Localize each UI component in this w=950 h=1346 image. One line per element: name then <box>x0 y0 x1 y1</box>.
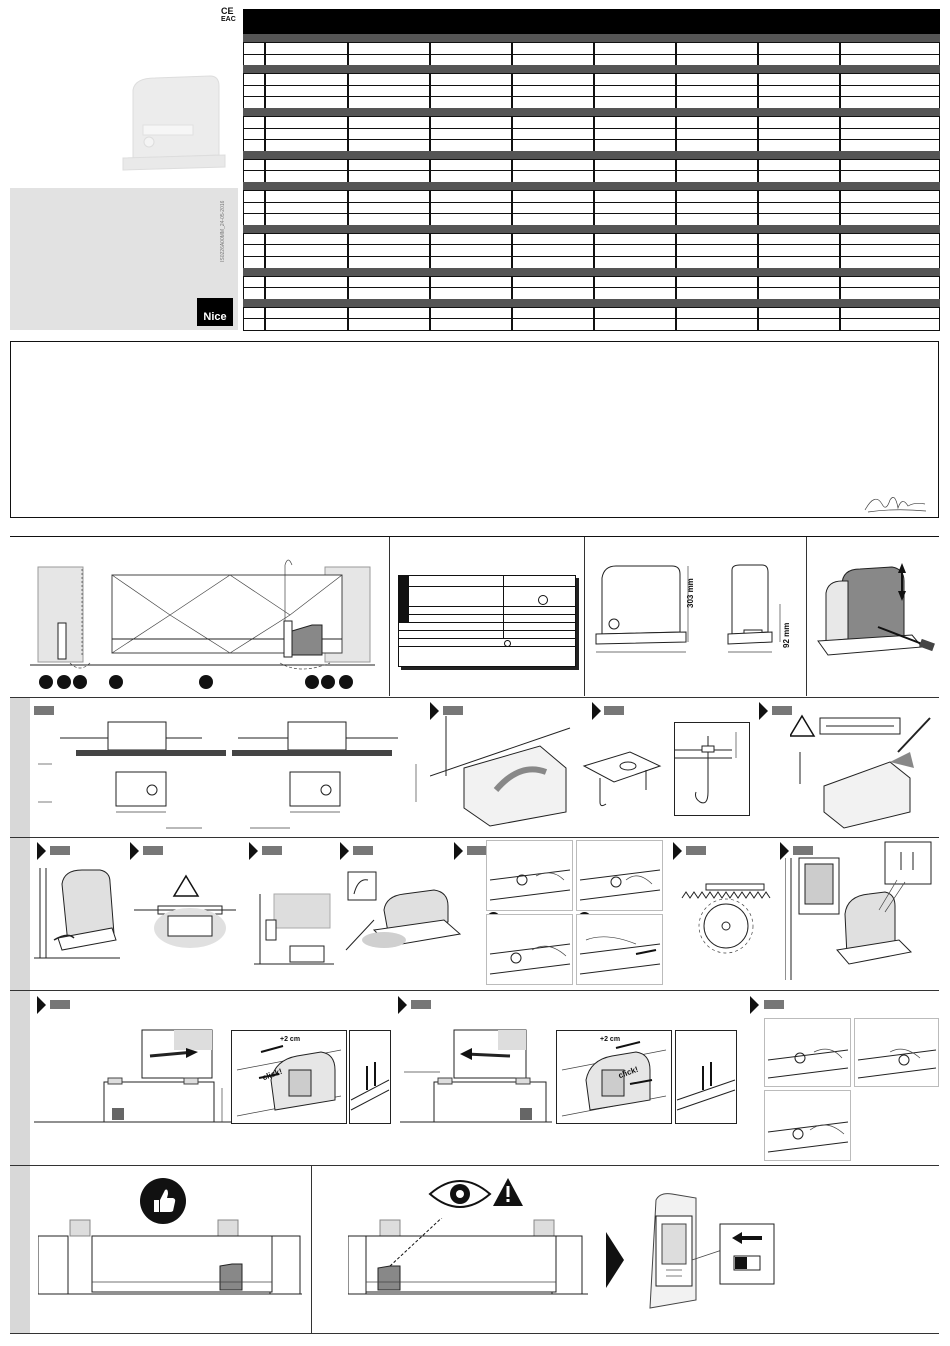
installation-overview-diagram <box>30 555 375 690</box>
inspect-eye-icon <box>428 1174 492 1214</box>
spec-group-header <box>243 268 940 276</box>
install-callout: 7 <box>321 675 335 689</box>
motor-placement-diagram <box>34 858 124 968</box>
step-tag <box>686 846 706 855</box>
spec-cell <box>676 318 758 331</box>
step-tag <box>353 846 373 855</box>
spec-group-header <box>243 182 940 190</box>
step-tag <box>604 706 624 715</box>
step-marker <box>673 842 682 860</box>
spec-group-header <box>243 34 940 42</box>
spec-table-header-bar <box>243 9 940 34</box>
step-marker <box>398 996 407 1014</box>
foundation-pit-diagram <box>430 716 580 828</box>
declaration-box <box>10 341 939 518</box>
spec-cell <box>594 318 676 331</box>
plug-icon <box>504 640 511 647</box>
spec-group-header <box>243 151 940 159</box>
gate-closed-check-diagram <box>348 1218 588 1300</box>
signature <box>860 490 930 518</box>
control-unit-diagram <box>636 1190 776 1314</box>
install-callout: 1 <box>39 675 53 689</box>
install-callout: 4 <box>109 675 123 689</box>
install-callout: 5 <box>199 675 213 689</box>
section-2-bar <box>10 838 30 990</box>
spec-cell <box>348 318 430 331</box>
spec-group-header <box>243 108 940 116</box>
motor-product-illustration <box>115 70 235 175</box>
step-tag <box>443 706 463 715</box>
click-callout-2: click! <box>617 1064 640 1081</box>
spec-table <box>243 34 940 330</box>
step-tag <box>34 706 54 715</box>
spec-group-header <box>243 299 940 307</box>
depth-dimension: 92 mm <box>782 622 791 648</box>
spec-cell <box>265 318 348 331</box>
step-tag <box>50 846 70 855</box>
rack-screw-detail-right <box>675 1030 737 1124</box>
step-tag <box>411 1000 431 1009</box>
nice-logo <box>197 298 233 326</box>
brand-name: Nice <box>203 311 227 323</box>
spec-cell <box>430 318 512 331</box>
gate-closed-ok-diagram <box>38 1218 302 1300</box>
limit-switch-detail-right <box>556 1030 672 1124</box>
rack-screw-detail-left <box>349 1030 391 1124</box>
concrete-pour-diagram <box>790 712 940 830</box>
motor-on-rack-diagram <box>785 840 940 985</box>
offset-callout: +2 cm <box>280 1036 301 1043</box>
step-tag <box>143 846 163 855</box>
section-1-bar <box>10 697 30 837</box>
install-callout: 8 <box>339 675 353 689</box>
step-tag <box>772 706 792 715</box>
spec-row-index-cell <box>243 318 265 331</box>
step-tag <box>50 1000 70 1009</box>
step-tag <box>262 846 282 855</box>
warning-table <box>398 575 576 667</box>
step-tag <box>467 846 487 855</box>
install-callout: 2 <box>57 675 71 689</box>
step-tag <box>764 1000 784 1009</box>
anchor-bolt-diagram <box>674 722 750 816</box>
open-limit-diagram <box>400 1028 552 1128</box>
step-marker <box>37 996 46 1014</box>
level-check-diagram <box>130 870 240 960</box>
step-marker <box>340 842 349 860</box>
divider <box>806 537 807 696</box>
cover-removal-diagram <box>812 555 940 670</box>
spec-cell <box>840 318 940 331</box>
click-callout: click! <box>261 1066 284 1083</box>
next-step-arrow <box>606 1232 624 1288</box>
install-callout: 3 <box>73 675 87 689</box>
step-marker <box>759 702 768 720</box>
motor-dimensions-diagram <box>592 560 802 665</box>
divider <box>389 537 390 696</box>
limit-switch-detail-left <box>231 1030 347 1124</box>
gear-icon <box>538 595 548 605</box>
section-4-bar <box>10 1166 30 1334</box>
eac-mark: EAC <box>221 16 236 23</box>
spec-group-header <box>243 225 940 233</box>
motor-positioning-diagram <box>32 716 432 831</box>
section-3-bar <box>10 991 30 1165</box>
release-sequence-diagram <box>486 840 664 986</box>
rack-gear-diagram <box>680 878 772 968</box>
offset-callout-2: +2 cm <box>600 1036 621 1043</box>
step-marker <box>249 842 258 860</box>
close-limit-diagram <box>34 1028 234 1128</box>
step-marker <box>454 842 463 860</box>
ce-mark: CE <box>221 6 234 16</box>
document-code: IS0226A00MM_24-05-2016 <box>220 200 226 262</box>
step-marker <box>130 842 139 860</box>
height-dimension: 303 mm <box>686 578 695 608</box>
warning-icon <box>491 1176 525 1208</box>
divider <box>584 537 585 696</box>
spec-group-header <box>243 65 940 73</box>
spec-cell <box>512 318 594 331</box>
tighten-motor-diagram <box>344 860 464 960</box>
fixing-screws-diagram <box>254 890 334 970</box>
spec-cell <box>758 318 840 331</box>
base-plate-diagram <box>580 716 670 828</box>
lock-sequence-diagram <box>764 1018 940 1162</box>
step-marker <box>750 996 759 1014</box>
install-callout: 6 <box>305 675 319 689</box>
